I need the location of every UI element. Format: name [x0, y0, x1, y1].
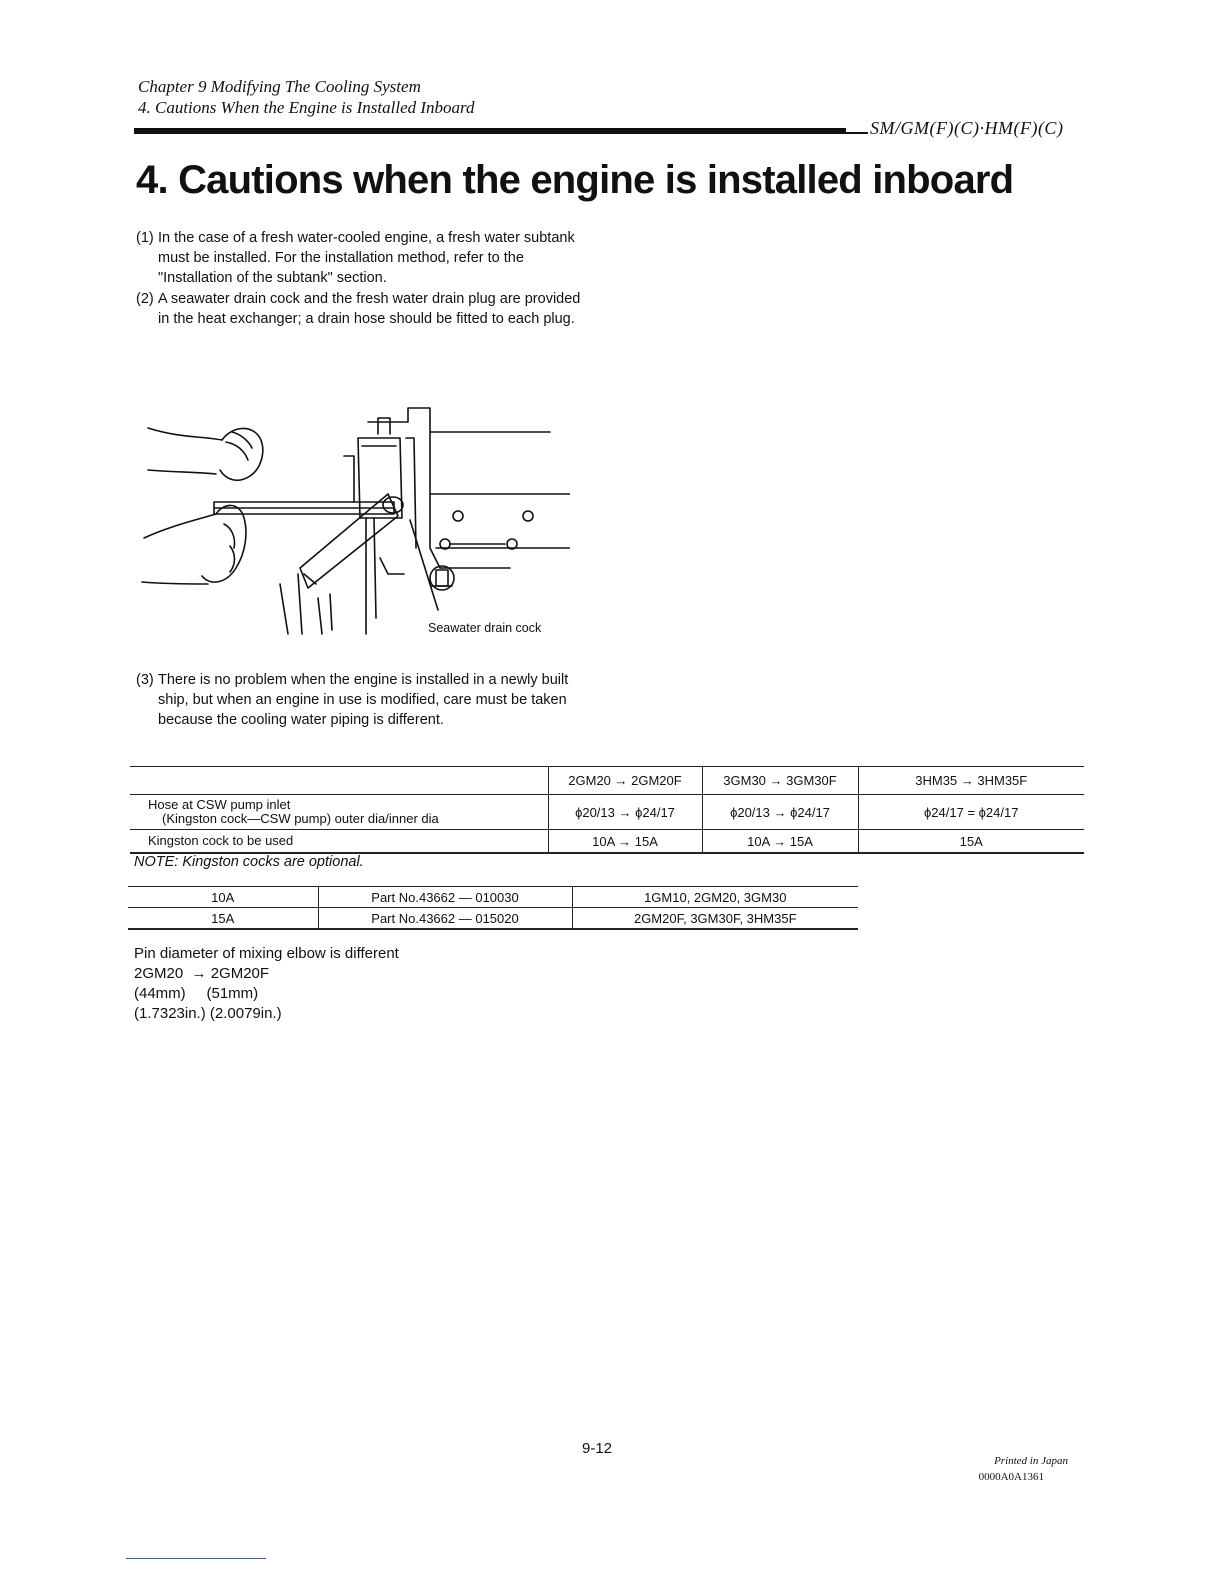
item-number: (1): [136, 230, 154, 246]
upper-arm-outline: [148, 428, 222, 440]
heat-exchanger: [358, 438, 402, 518]
item-text: A seawater drain cock and the fresh water drain plug are provided in the heat exchanger; a drain hose should be fitted to each plug.: [158, 291, 581, 327]
header-section-line: 4. Cautions When the Engine is Installed Inboard: [138, 98, 475, 117]
table-row: [128, 887, 858, 908]
part-number-table: [128, 886, 858, 930]
table-cell: ϕ24/17 = ϕ24/17: [858, 795, 1084, 830]
table-cell: Part No.43662 — 015020: [318, 908, 572, 930]
row-label: [130, 795, 548, 830]
table-cell: ϕ20/13 → ϕ24/17: [702, 795, 858, 830]
engine-drain-illustration: [140, 398, 570, 648]
table-cell: 10A: [128, 887, 318, 908]
pin-heading: Pin diameter of mixing elbow is different: [134, 945, 399, 962]
caution-item-1: [136, 228, 586, 288]
header-rule: [134, 128, 846, 134]
hose-spec-table: [130, 766, 1084, 854]
table-row: [130, 795, 1084, 830]
table-cell: 1GM10, 2GM20, 3GM30: [572, 887, 858, 908]
table-cell: ϕ20/13 → ϕ24/17: [548, 795, 702, 830]
header-chapter-line: Chapter 9 Modifying The Cooling System: [138, 77, 421, 96]
pin-mm: (44mm) (51mm): [134, 985, 259, 1002]
table-header-cell: 3HM35 → 3HM35F: [858, 767, 1084, 795]
table-cell: 15A: [858, 830, 1084, 854]
item-text: In the case of a fresh water-cooled engine, a fresh water subtank must be installed. For the installation method, refer to the "Installation of the subtank" section.: [158, 230, 575, 286]
caution-item-2: [136, 289, 586, 329]
table-header-cell: [130, 767, 548, 795]
table-cell: 10A → 15A: [702, 830, 858, 854]
pin-models: 2GM20 → 2GM20F: [134, 965, 270, 982]
lower-arm-outline: [144, 514, 216, 538]
table-cell: 10A → 15A: [548, 830, 702, 854]
item-text: There is no problem when the engine is installed in a newly built ship, but when an engine in use is modified, care must be taken because the cooling water piping is different.: [158, 672, 569, 728]
page-number: 9-12: [582, 1440, 613, 1457]
header-models: SM/GM(F)(C)·HM(F)(C): [870, 118, 1064, 138]
footnote-rule: [126, 1558, 266, 1559]
table-header-cell: 2GM20 → 2GM20F: [548, 767, 702, 795]
table-cell: 2GM20F, 3GM30F, 3HM35F: [572, 908, 858, 930]
caution-item-3: [136, 670, 586, 730]
table-header-cell: 3GM30 → 3GM30F: [702, 767, 858, 795]
item-number: (3): [136, 672, 154, 688]
engine-block: [368, 408, 550, 432]
running-header: [138, 76, 475, 118]
page-title: 4. Cautions when the engine is installed inboard: [136, 158, 1014, 202]
table-cell: 15A: [128, 908, 318, 930]
row-label-line: Hose at CSW pump inlet: [148, 797, 291, 812]
pin-diameter-block: [134, 944, 399, 1024]
table-cell: Part No.43662 — 010030: [318, 887, 572, 908]
table-row: [130, 830, 1084, 854]
row-label: [130, 830, 548, 854]
label-leader: [410, 520, 438, 610]
pin-inches: (1.7323in.) (2.0079in.): [134, 1005, 282, 1022]
figure-label: Seawater drain cock: [428, 621, 542, 635]
item-number: (2): [136, 291, 154, 307]
printed-in-japan: Printed in Japan: [994, 1455, 1068, 1467]
document-code: 0000A0A1361: [978, 1471, 1044, 1483]
row-label-subline: (Kingston cock—CSW pump) outer dia/inner dia: [162, 811, 439, 826]
row-label-line: Kingston cock to be used: [148, 833, 294, 848]
kingston-note: NOTE: Kingston cocks are optional.: [134, 854, 364, 870]
table-row: [128, 908, 858, 930]
table-header-row: [130, 767, 1084, 795]
header-rule-tail: [846, 132, 868, 134]
